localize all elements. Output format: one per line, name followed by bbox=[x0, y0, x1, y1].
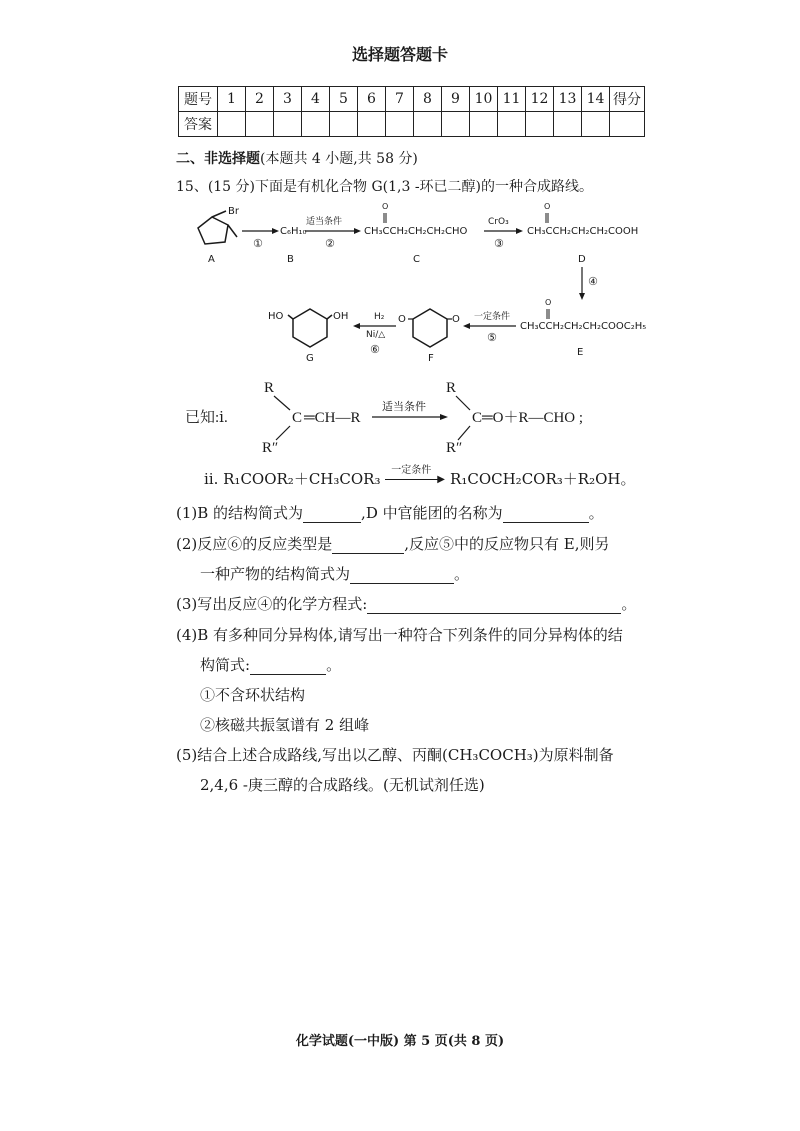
compound-f-label: F bbox=[428, 353, 434, 364]
q4-text-b: 构简式: bbox=[200, 656, 251, 674]
score-label-cell: 得分 bbox=[610, 87, 645, 112]
answer-cell[interactable] bbox=[302, 112, 330, 137]
known-ii-arrow bbox=[385, 465, 445, 487]
question-number-cell: 7 bbox=[386, 87, 414, 112]
compound-d-label: D bbox=[578, 254, 586, 265]
answer-cell[interactable] bbox=[246, 112, 274, 137]
q1-text-b: ,D 中官能团的名称为 bbox=[361, 504, 503, 522]
compound-g-hydroxyl-right: OH bbox=[333, 311, 349, 322]
compound-e-oxygen: O bbox=[545, 298, 552, 307]
compound-c-label: C bbox=[413, 254, 420, 265]
question-4-continued bbox=[200, 654, 341, 675]
known-reaction-i bbox=[0, 370, 800, 465]
q3-end: 。 bbox=[621, 595, 637, 613]
condition-step-3: CrO₃ bbox=[488, 217, 509, 227]
q1-text-a: (1)B 的结构简式为 bbox=[176, 504, 304, 522]
compound-e-label: E bbox=[577, 347, 584, 358]
arrowhead-step-3 bbox=[516, 228, 523, 234]
compound-c-formula: CH₃CCH₂CH₂CH₂CHO bbox=[364, 226, 468, 237]
q2-text-a: (2)反应⑥的反应类型是 bbox=[176, 535, 333, 553]
step-4-number: ④ bbox=[588, 275, 598, 288]
compound-g-label: G bbox=[306, 353, 314, 364]
question-3 bbox=[176, 593, 636, 614]
q1-end: 。 bbox=[588, 504, 604, 522]
question-number-cell: 6 bbox=[358, 87, 386, 112]
arrowhead-step-2 bbox=[354, 228, 361, 234]
known-ii-arrowhead: ▶ bbox=[437, 474, 445, 485]
compound-c-oxygen: O bbox=[382, 202, 389, 211]
step-3-number: ③ bbox=[494, 237, 504, 250]
answer-cell[interactable] bbox=[386, 112, 414, 137]
compound-f-structure bbox=[413, 309, 447, 347]
question-5 bbox=[176, 744, 614, 765]
q5-text-b: 2,4,6 -庚三醇的合成路线。(无机试剂任选) bbox=[200, 776, 485, 794]
question-1 bbox=[176, 502, 604, 523]
question-number-cell: 4 bbox=[302, 87, 330, 112]
answer-cell[interactable] bbox=[274, 112, 302, 137]
answer-cell[interactable] bbox=[470, 112, 498, 137]
known-ii-arrow-shaft bbox=[385, 479, 439, 480]
question-number-cell: 11 bbox=[498, 87, 526, 112]
q4-end: 。 bbox=[326, 656, 342, 674]
known-reaction-ii bbox=[204, 465, 636, 489]
answer-cell[interactable] bbox=[498, 112, 526, 137]
question-4 bbox=[176, 624, 623, 645]
compound-f-oxygen-left: O bbox=[398, 314, 406, 325]
known-product-r-bottom: R″ bbox=[446, 440, 463, 456]
q3-text-a: (3)写出反应④的化学方程式: bbox=[176, 595, 368, 613]
compound-a-br: Br bbox=[228, 206, 239, 217]
question-2 bbox=[176, 533, 610, 554]
known-chain: ═CH—R bbox=[304, 410, 361, 426]
step-1-number: ① bbox=[253, 237, 263, 250]
answer-cell[interactable] bbox=[526, 112, 554, 137]
answer-cell[interactable] bbox=[442, 112, 470, 137]
q4-text-a: (4)B 有多种同分异构体,请写出一种符合下列条件的同分异构体的结 bbox=[176, 626, 623, 644]
q3-blank-equation[interactable] bbox=[367, 597, 621, 614]
step-2-number: ② bbox=[325, 237, 335, 250]
question-5-continued bbox=[200, 774, 485, 795]
known-arrowhead bbox=[440, 414, 448, 420]
compound-b-formula: C₆H₁₀ bbox=[280, 226, 307, 237]
answer-cell[interactable] bbox=[218, 112, 246, 137]
row-label-answer: 答案 bbox=[179, 112, 218, 137]
known-label: 已知:ⅰ. bbox=[185, 410, 228, 426]
arrowhead-step-4 bbox=[579, 293, 585, 300]
answer-cell[interactable] bbox=[414, 112, 442, 137]
compound-f-oxygen-right: O bbox=[452, 314, 460, 325]
known-product-bond-bottom bbox=[458, 426, 470, 440]
compound-a-label: A bbox=[208, 254, 215, 265]
known-r-bottom: R″ bbox=[262, 440, 279, 456]
step-6-number: ⑥ bbox=[370, 343, 380, 356]
condition-step-6-top: H₂ bbox=[374, 312, 385, 322]
question-number-cell: 14 bbox=[582, 87, 610, 112]
step-5-number: ⑤ bbox=[487, 331, 497, 344]
question-number-cell: 5 bbox=[330, 87, 358, 112]
question-number-cell: 3 bbox=[274, 87, 302, 112]
compound-d-oxygen: O bbox=[544, 202, 551, 211]
question-number-cell: 12 bbox=[526, 87, 554, 112]
known-ii-condition: 一定条件 bbox=[391, 465, 432, 476]
known-ii-products: R₁COCH₂COR₃＋R₂OH。 bbox=[450, 470, 636, 488]
answer-cell[interactable] bbox=[330, 112, 358, 137]
arrowhead-step-6 bbox=[353, 323, 360, 329]
q1-blank-b-structure[interactable] bbox=[303, 506, 361, 523]
question-number-cell: 1 bbox=[218, 87, 246, 112]
section-title: 二、非选择题 bbox=[176, 151, 260, 167]
page-footer: 化学试题(一中版) 第 5 页(共 8 页) bbox=[295, 1034, 505, 1049]
q2-text-c: 一种产物的结构简式为 bbox=[200, 565, 351, 583]
answer-row bbox=[179, 112, 645, 137]
question-number-cell: 10 bbox=[470, 87, 498, 112]
q2-blank-other-product[interactable] bbox=[350, 567, 454, 584]
question-15-stem: 15、(15 分)下面是有机化合物 G(1,3 -环已二醇)的一种合成路线。 bbox=[176, 179, 594, 195]
answer-cell[interactable] bbox=[582, 112, 610, 137]
condition-step-2: 适当条件 bbox=[306, 217, 343, 227]
score-cell[interactable] bbox=[610, 112, 645, 137]
answer-sheet-title: 选择题答题卡 bbox=[351, 45, 448, 64]
known-bond-bottom bbox=[276, 426, 290, 440]
section-note: (本题共 4 小题,共 58 分) bbox=[260, 151, 418, 167]
section-heading bbox=[176, 148, 418, 168]
answer-grid bbox=[178, 86, 645, 137]
q4-blank-isomer[interactable] bbox=[250, 658, 326, 675]
q4-condition-2: ②核磁共振氢谱有 2 组峰 bbox=[200, 716, 370, 734]
compound-g-hydroxyl-left: HO bbox=[268, 311, 284, 322]
question-number-cell: 8 bbox=[414, 87, 442, 112]
known-products: C═O＋R—CHO ; bbox=[472, 410, 584, 426]
compound-e-formula: CH₃CCH₂CH₂CH₂COOC₂H₅ bbox=[520, 321, 647, 332]
compound-g-structure bbox=[288, 309, 332, 347]
synthesis-route-diagram bbox=[0, 195, 800, 370]
known-ii-reactants: ⅱ. R₁COOR₂＋CH₃COR₃ bbox=[204, 470, 381, 488]
question-2-continued bbox=[200, 563, 469, 584]
condition-step-6-bottom: Ni/△ bbox=[366, 330, 386, 340]
known-product-bond-top bbox=[456, 396, 470, 410]
question-number-cell: 2 bbox=[246, 87, 274, 112]
question-number-row bbox=[179, 87, 645, 112]
question-number-cell: 13 bbox=[554, 87, 582, 112]
known-condition: 适当条件 bbox=[382, 401, 426, 413]
known-bond-top bbox=[274, 396, 290, 410]
compound-d-formula: CH₃CCH₂CH₂CH₂COOH bbox=[527, 226, 639, 237]
q2-blank-reaction-type[interactable] bbox=[332, 537, 404, 554]
answer-cell[interactable] bbox=[554, 112, 582, 137]
answer-cell[interactable] bbox=[358, 112, 386, 137]
condition-step-5: 一定条件 bbox=[474, 312, 511, 322]
compound-b-label: B bbox=[287, 254, 294, 265]
known-product-r-top: R bbox=[446, 380, 457, 396]
arrowhead-step-1 bbox=[272, 228, 279, 234]
q2-end: 。 bbox=[454, 565, 470, 583]
question-number-cell: 9 bbox=[442, 87, 470, 112]
arrowhead-step-5 bbox=[463, 323, 470, 329]
known-r-top: R bbox=[264, 380, 275, 396]
q2-text-b: ,反应⑤中的反应物只有 E,则另 bbox=[404, 535, 610, 553]
q1-blank-d-functional-group[interactable] bbox=[503, 506, 589, 523]
known-carbon: C bbox=[292, 410, 303, 426]
q5-text-a: (5)结合上述合成路线,写出以乙醇、丙酮(CH₃COCH₃)为原料制备 bbox=[176, 746, 614, 764]
q4-condition-1: ①不含环状结构 bbox=[200, 686, 306, 704]
row-label-number: 题号 bbox=[179, 87, 218, 112]
